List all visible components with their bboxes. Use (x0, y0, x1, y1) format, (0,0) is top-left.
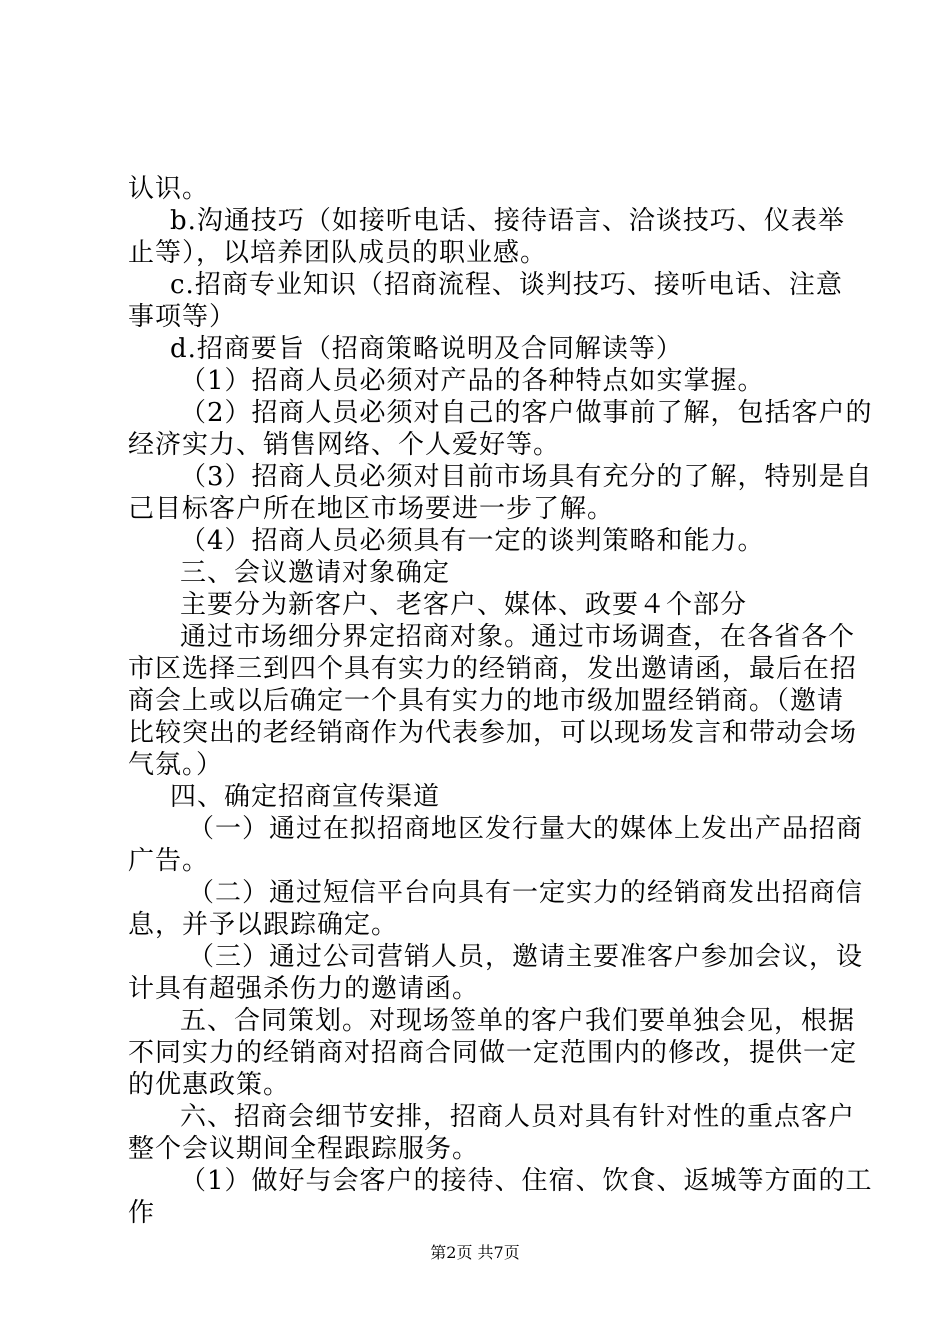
document-body (128, 173, 873, 1229)
text-line: （3）招商人员必须对目前市场具有充分的了解，特别是自 (180, 462, 873, 492)
text-line: 六、招商会细节安排，招商人员对具有针对性的重点客户 (180, 1102, 856, 1132)
text-line: 认识。 (128, 174, 210, 204)
text-line: （4）招商人员必须具有一定的谈判策略和能力。 (180, 526, 765, 556)
text-line: 息，并予以跟踪确定。 (128, 910, 399, 940)
page-footer: 第2页 共7页 (430, 1243, 520, 1262)
text-line: 比较突出的老经销商作为代表参加，可以现场发言和带动会场 (128, 718, 858, 748)
text-line: （三）通过公司营销人员，邀请主要准客户参加会议，设 (188, 942, 864, 972)
text-line: 计具有超强杀伤力的邀请函。 (128, 974, 480, 1004)
text-line: 经济实力、销售网络、个人爱好等。 (128, 430, 561, 460)
text-line: 五、合同策划。对现场签单的客户我们要单独会见，根据 (180, 1006, 856, 1036)
text-line: 气氛。） (128, 750, 224, 780)
text-line: 主要分为新客户、老客户、媒体、政要４个部分 (180, 590, 748, 620)
text-line: （一）通过在拟招商地区发行量大的媒体上发出产品招商 (188, 814, 864, 844)
text-line: 不同实力的经销商对招商合同做一定范围内的修改，提供一定 (128, 1038, 858, 1068)
text-line: （2）招商人员必须对自己的客户做事前了解，包括客户的 (180, 398, 873, 428)
text-line: 市区选择三到四个具有实力的经销商，发出邀请函，最后在招 (128, 654, 858, 684)
text-line: 广告。 (128, 846, 210, 876)
text-line: c.招商专业知识（招商流程、谈判技巧、接听电话、注意 (170, 270, 843, 300)
text-line: 事项等） (128, 302, 237, 332)
text-line: d.招商要旨（招商策略说明及合同解读等） (170, 334, 683, 364)
text-line: 整个会议期间全程跟踪服务。 (128, 1134, 480, 1164)
text-line: 止等），以培养团队成员的职业感。 (128, 238, 548, 268)
text-line: b.沟通技巧（如接听电话、接待语言、洽谈技巧、仪表举 (170, 206, 845, 236)
text-line: 四、确定招商宣传渠道 (170, 782, 441, 812)
text-line: （二）通过短信平台向具有一定实力的经销商发出招商信 (188, 878, 864, 908)
text-line: 三、会议邀请对象确定 (180, 558, 451, 588)
text-line: 己目标客户所在地区市场要进一步了解。 (128, 494, 615, 524)
text-line: 商会上或以后确定一个具有实力的地市级加盟经销商。（邀请 (128, 686, 845, 716)
text-line: （1）招商人员必须对产品的各种特点如实掌握。 (180, 366, 765, 396)
text-line: 的优惠政策。 (128, 1070, 291, 1100)
text-line: （1）做好与会客户的接待、住宿、饮食、返城等方面的工 (180, 1166, 873, 1196)
text-line: 通过市场细分界定招商对象。通过市场调查，在各省各个 (180, 622, 856, 652)
text-line: 作 (128, 1198, 156, 1228)
